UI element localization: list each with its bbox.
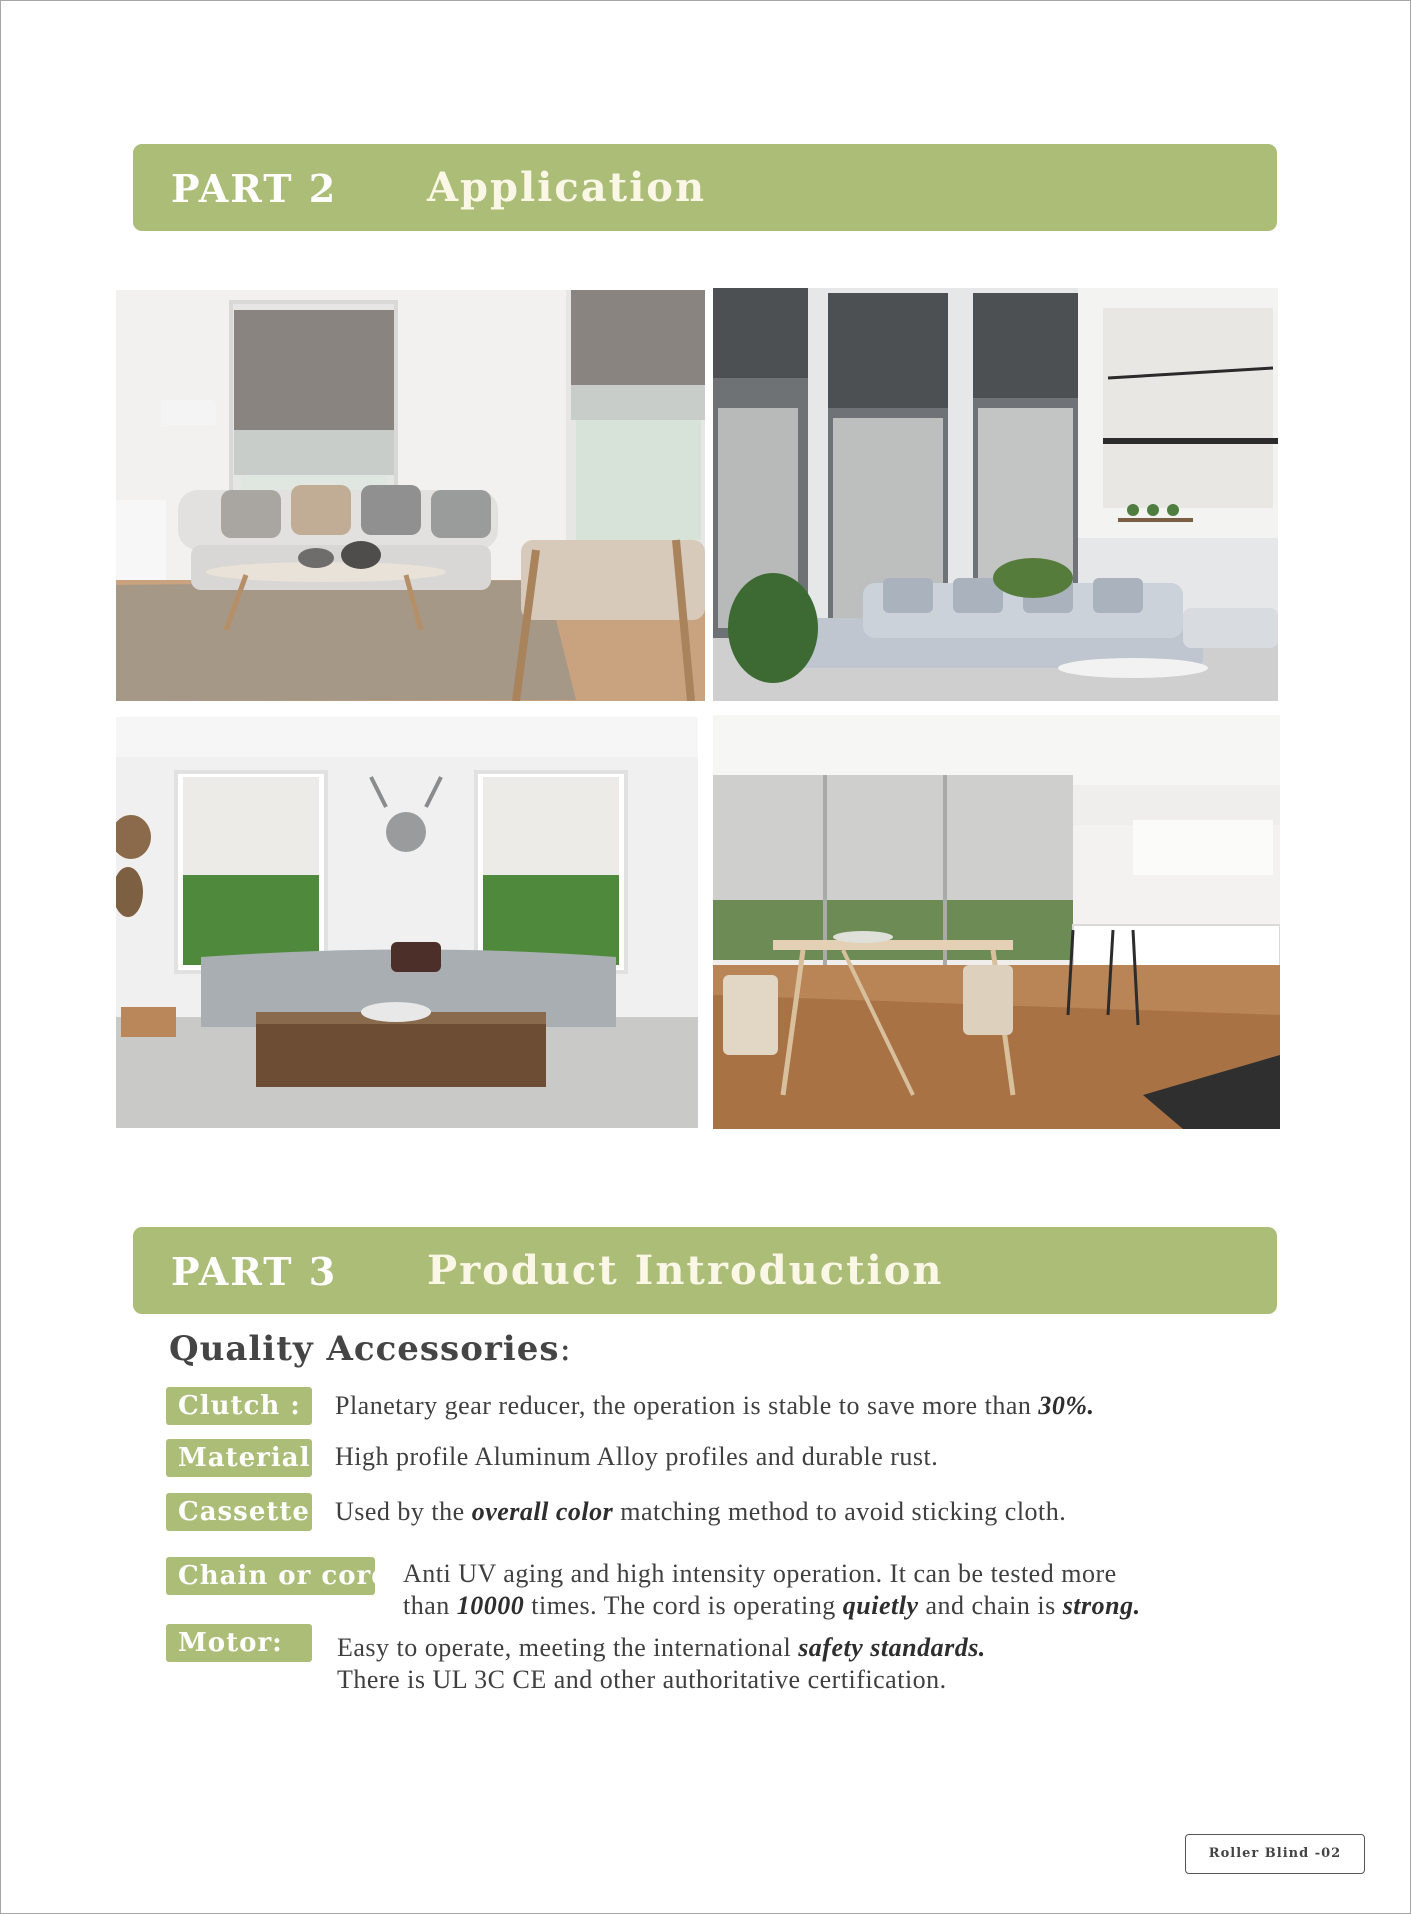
part2-banner <box>133 144 1277 231</box>
quality-heading-colon: : <box>559 1329 572 1369</box>
desc-emphasis: quietly <box>842 1591 919 1620</box>
desc-emphasis: safety standards. <box>798 1633 986 1662</box>
footer-page-label: Roller Blind -02 <box>1185 1834 1365 1874</box>
photo-open-kitchen-dining <box>713 715 1280 1129</box>
part3-banner <box>133 1227 1277 1314</box>
tag-chain-or-cord: Chain or cord: <box>166 1557 375 1595</box>
photo-loft-sheer-blinds <box>713 288 1278 701</box>
desc-motor <box>337 1632 986 1696</box>
desc-emphasis: strong. <box>1062 1591 1141 1620</box>
photo-white-living-room <box>116 717 698 1128</box>
desc-line: Planetary gear reducer, the operation is stable to save more than 30%. <box>335 1391 1095 1420</box>
desc-emphasis: overall color <box>471 1497 614 1526</box>
tag-motor: Motor: <box>166 1624 312 1662</box>
desc-line: Used by the overall color matching method to avoid sticking cloth. <box>335 1497 1067 1526</box>
tag-material: Material: <box>166 1439 312 1477</box>
quality-accessories-heading <box>169 1329 572 1369</box>
part2-title: Application <box>427 164 707 211</box>
desc-emphasis: 10000 <box>456 1591 525 1620</box>
part3-label: PART 3 <box>171 1249 338 1294</box>
desc-chain-or-cord <box>403 1558 1141 1622</box>
desc-line: High profile Aluminum Alloy profiles and durable rust. <box>335 1442 939 1471</box>
desc-material <box>335 1441 938 1473</box>
desc-line: Easy to operate, meeting the international safety standards. <box>337 1633 986 1662</box>
quality-heading-text: Quality Accessories <box>169 1329 560 1369</box>
desc-emphasis: 30%. <box>1038 1391 1095 1420</box>
part3-title: Product Introduction <box>427 1247 944 1294</box>
desc-clutch <box>335 1390 1095 1422</box>
photo-living-room-grey-blinds <box>116 290 705 701</box>
tag-cassette: Cassette: <box>166 1493 312 1531</box>
part2-label: PART 2 <box>171 166 338 211</box>
tag-clutch: Clutch : <box>166 1387 312 1425</box>
desc-line: There is UL 3C CE and other authoritative certification. <box>337 1665 947 1694</box>
desc-cassette <box>335 1496 1066 1528</box>
desc-line: than 10000 times. The cord is operating quietly and chain is strong. <box>403 1591 1141 1620</box>
desc-line: Anti UV aging and high intensity operation. It can be tested more <box>403 1559 1117 1588</box>
